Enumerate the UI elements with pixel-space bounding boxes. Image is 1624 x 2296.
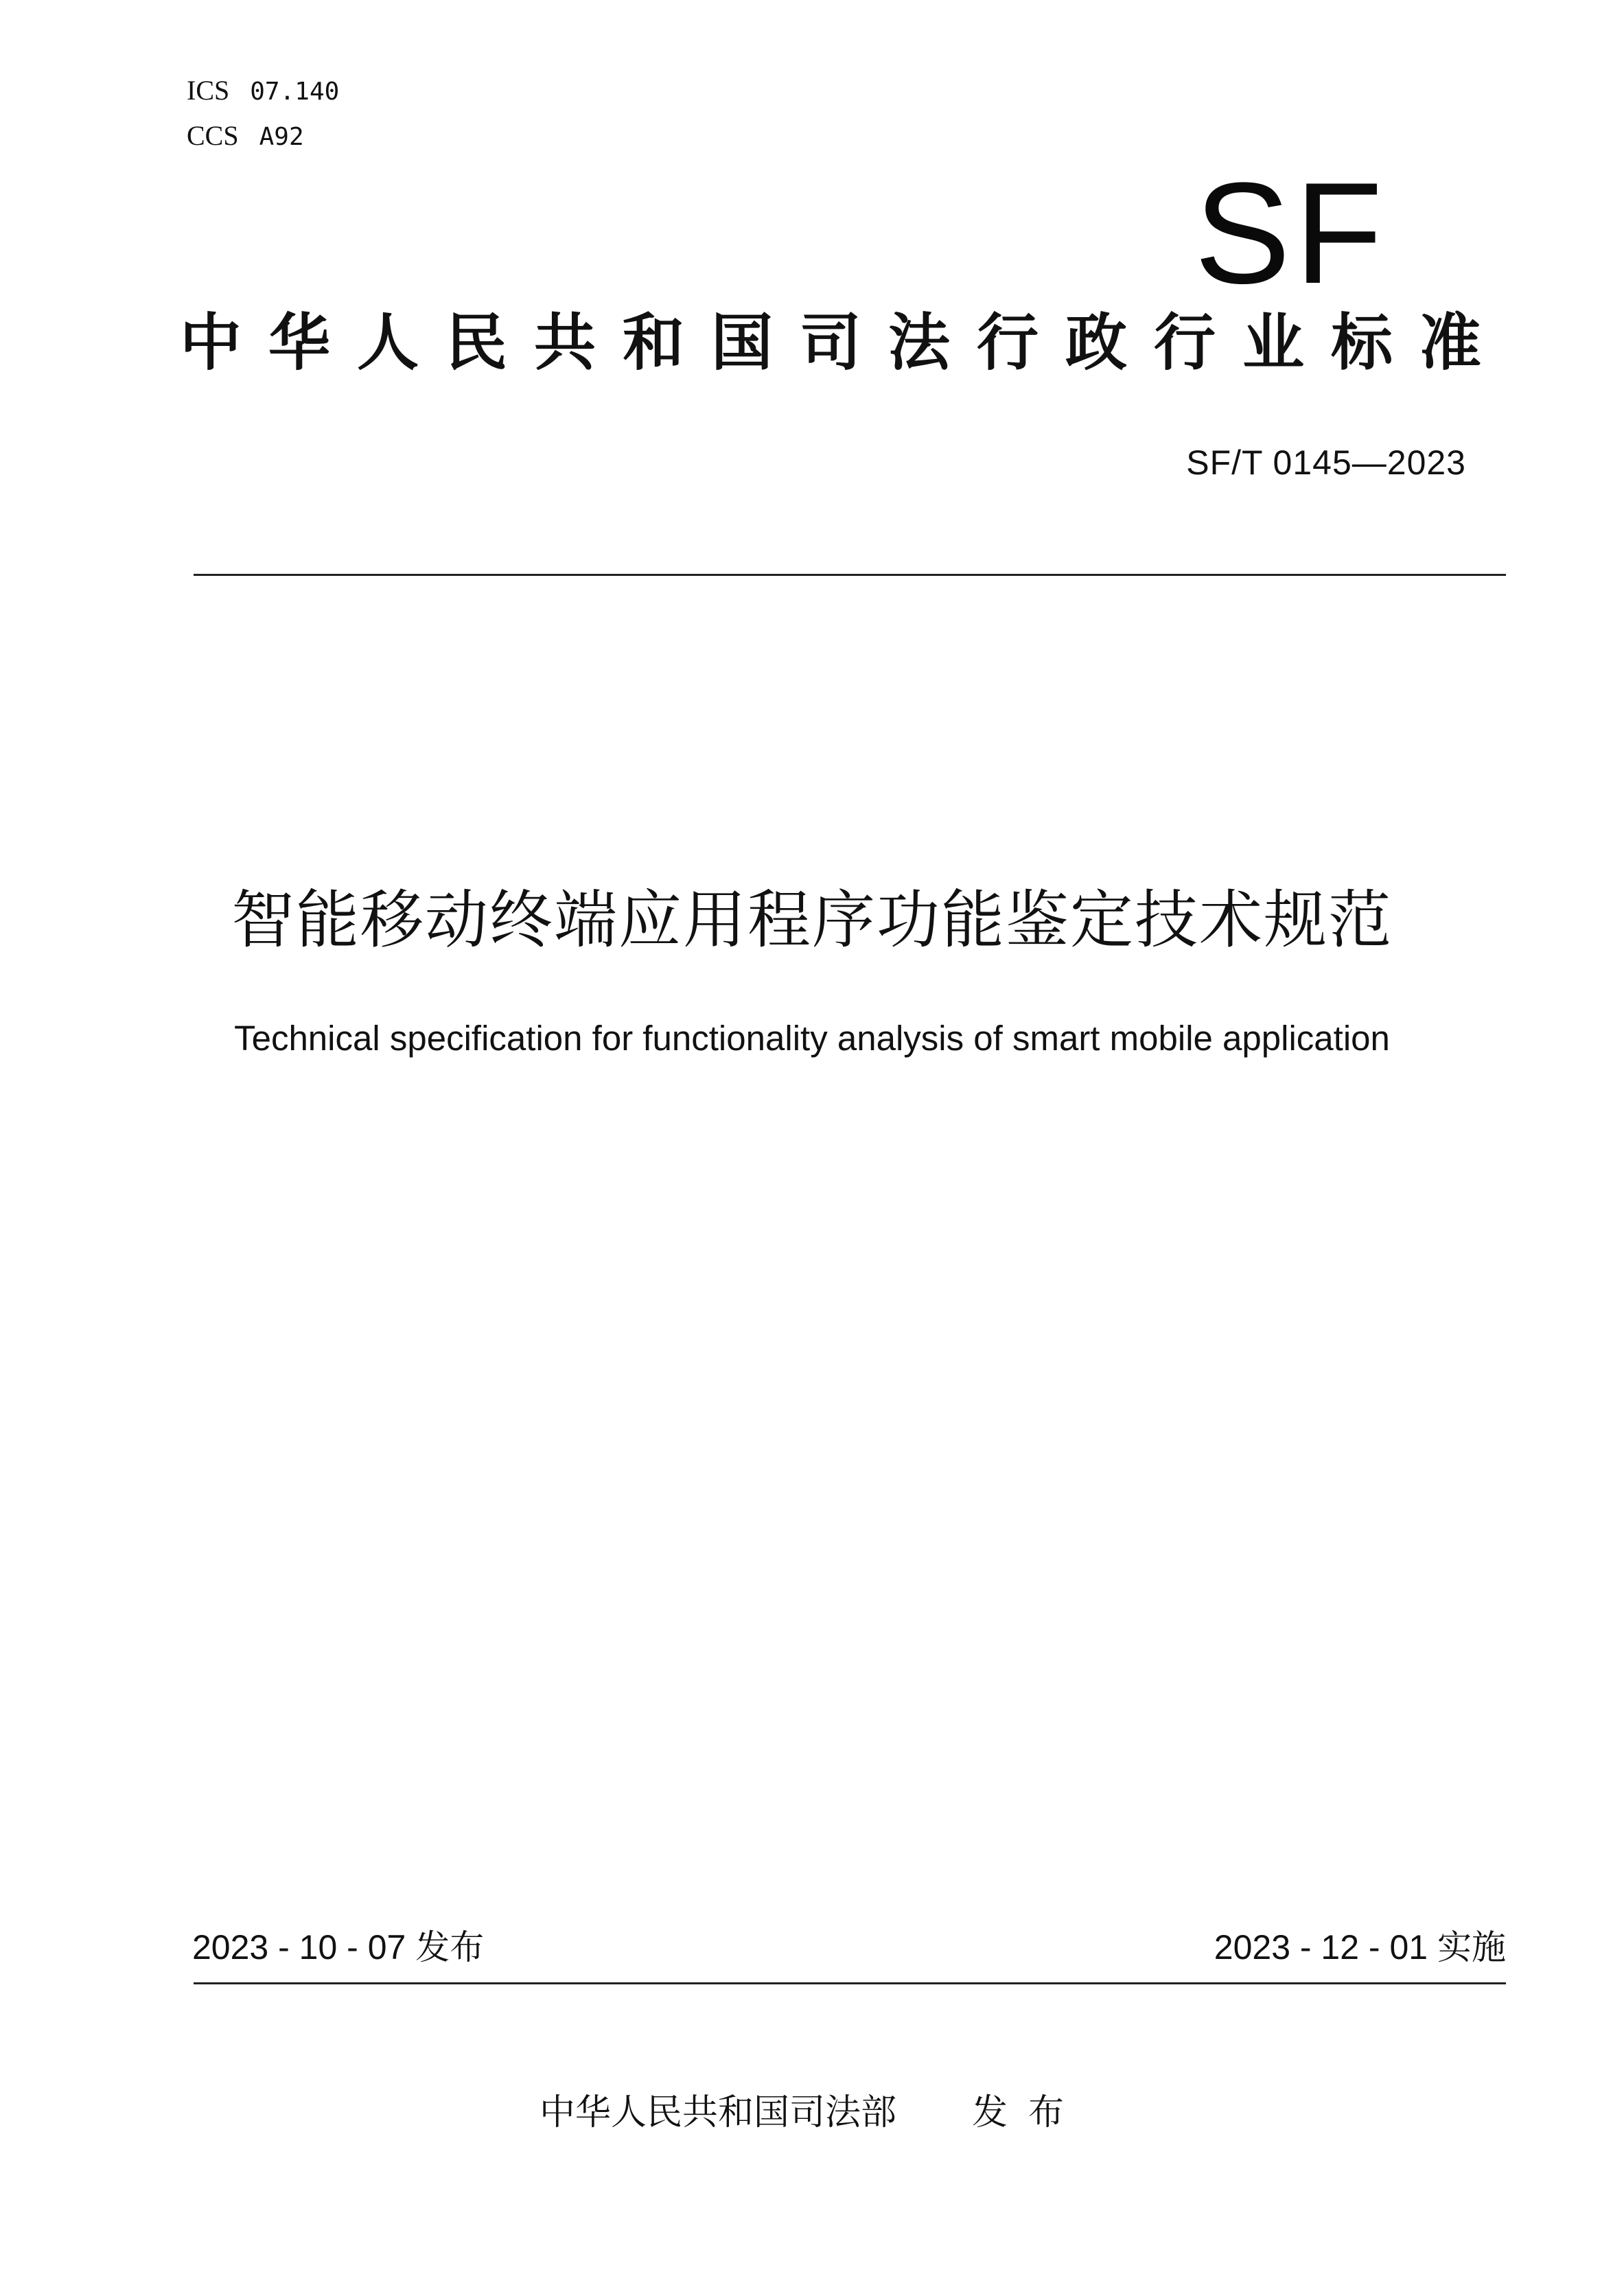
sf-logo: SF xyxy=(1194,152,1387,314)
document-title-english: Technical specification for functionality analysis of smart mobile application xyxy=(234,1019,1390,1058)
ccs-label: CCS xyxy=(187,120,239,151)
issue-label: 发布 xyxy=(415,1927,485,1967)
issuer-name: 中华人民共和国司法部 xyxy=(539,2092,896,2133)
header-divider xyxy=(194,574,1506,576)
standard-category-title: 中华人民共和国司法行政行业标准 xyxy=(180,307,1508,379)
footer-divider xyxy=(194,1982,1506,1984)
issue-date xyxy=(192,1927,485,1967)
document-title-chinese: 智能移动终端应用程序功能鉴定技术规范 xyxy=(231,883,1393,957)
issuer-line xyxy=(0,2092,1624,2133)
ics-code xyxy=(187,77,339,104)
ccs-value: A92 xyxy=(259,123,304,151)
issue-date-value: 2023 - 10 - 07 xyxy=(192,1928,406,1967)
ics-label: ICS xyxy=(187,75,230,106)
implementation-date-value: 2023 - 12 - 01 xyxy=(1214,1928,1428,1967)
ics-value: 07.140 xyxy=(250,78,340,106)
implementation-date xyxy=(1214,1927,1506,1967)
standard-number: SF/T 0145—2023 xyxy=(1186,443,1466,482)
implementation-label: 实施 xyxy=(1437,1927,1506,1967)
ccs-code xyxy=(187,122,304,150)
issuer-action: 发布 xyxy=(972,2092,1085,2133)
